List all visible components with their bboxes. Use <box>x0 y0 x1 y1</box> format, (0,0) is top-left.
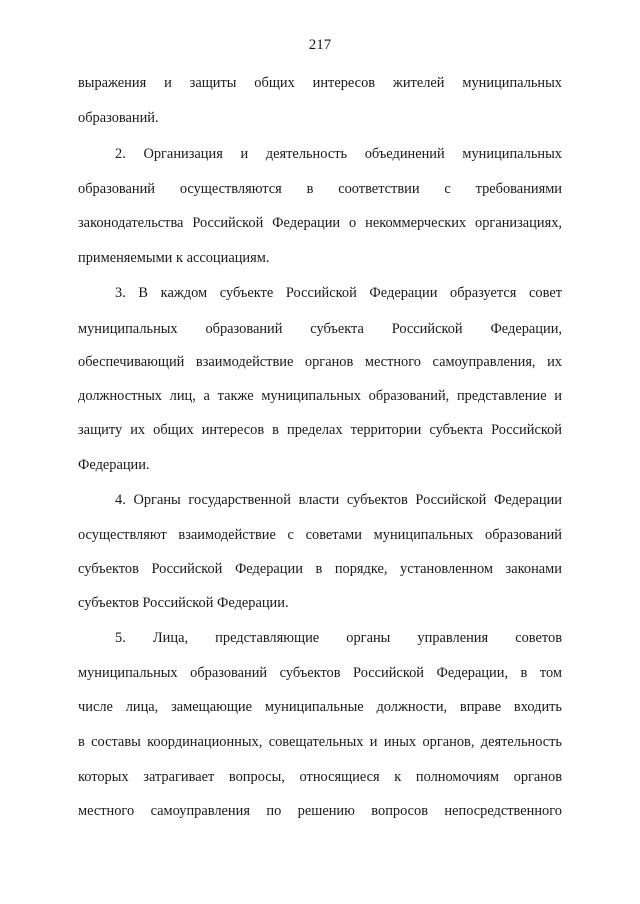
text-line: муниципальных образований субъекта Российской Федерации, <box>78 321 562 337</box>
page-number: 217 <box>308 37 332 53</box>
text-line: 2. Организация и деятельность объединений муниципальных <box>115 146 562 162</box>
text-line: местного самоуправления по решению вопросов непосредственного <box>78 803 562 819</box>
text-line: должностных лиц, а также муниципальных образований, представление и <box>78 388 562 404</box>
text-line: законодательства Российской Федерации о некоммерческих организациях, <box>78 215 562 231</box>
text-line: образований осуществляются в соответствии с требованиями <box>78 181 562 197</box>
text-line: числе лица, замещающие муниципальные должности, вправе входить <box>78 699 562 715</box>
text-line: 3. В каждом субъекте Российской Федерации образуется совет <box>115 285 562 301</box>
text-line: образований. <box>78 110 159 126</box>
text-line: которых затрагивает вопросы, относящиеся к полномочиям органов <box>78 769 562 785</box>
text-line: 4. Органы государственной власти субъектов Российской Федерации <box>115 492 562 508</box>
text-line: обеспечивающий взаимодействие органов местного самоуправления, их <box>78 354 562 370</box>
text-line: выражения и защиты общих интересов жителей муниципальных <box>78 75 562 91</box>
text-line: в составы координационных, совещательных и иных органов, деятельность <box>78 734 562 750</box>
text-line: муниципальных образований субъектов Российской Федерации, в том <box>78 665 562 681</box>
text-line: субъектов Российской Федерации. <box>78 595 289 611</box>
text-line: защиту их общих интересов в пределах территории субъекта Российской <box>78 422 562 438</box>
text-line: субъектов Российской Федерации в порядке, установленном законами <box>78 561 562 577</box>
text-line: применяемыми к ассоциациям. <box>78 250 270 266</box>
text-line: 5. Лица, представляющие органы управления советов <box>115 630 562 646</box>
text-line: Федерации. <box>78 457 150 473</box>
text-line: осуществляют взаимодействие с советами муниципальных образований <box>78 527 562 543</box>
